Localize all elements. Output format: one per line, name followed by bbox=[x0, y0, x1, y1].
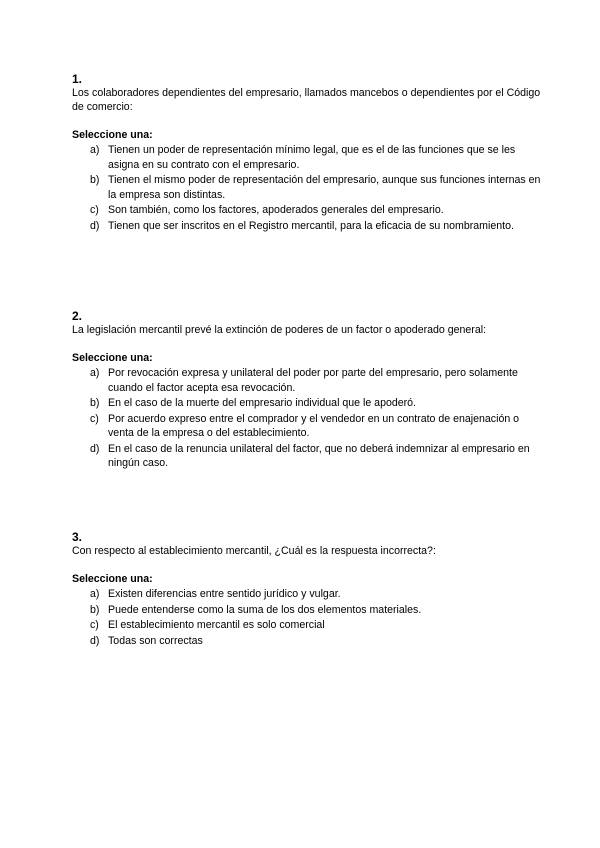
option-b[interactable] bbox=[72, 396, 542, 411]
option-d[interactable] bbox=[72, 634, 542, 649]
option-b[interactable] bbox=[72, 603, 542, 618]
option-letter: c) bbox=[90, 412, 99, 425]
question-stem: Con respecto al establecimiento mercantil, ¿Cuál es la respuesta incorrecta?: bbox=[72, 545, 436, 557]
select-one-label: Seleccione una: bbox=[72, 573, 153, 585]
option-text: En el caso de la renuncia unilateral del factor, que no deberá indemnizar al empresario en ningún caso. bbox=[108, 442, 530, 469]
option-text: En el caso de la muerte del empresario individual que le apoderó. bbox=[108, 397, 416, 409]
select-one-label: Seleccione una: bbox=[72, 129, 153, 141]
options-list bbox=[72, 587, 542, 648]
option-letter: a) bbox=[90, 588, 100, 600]
option-letter: b) bbox=[90, 603, 100, 616]
option-letter: c) bbox=[90, 204, 99, 216]
option-letter: b) bbox=[90, 397, 100, 409]
select-one-label: Seleccione una: bbox=[72, 352, 153, 364]
question-number: 2. bbox=[72, 309, 83, 323]
option-text: Todas son correctas bbox=[108, 634, 203, 647]
option-d[interactable] bbox=[72, 219, 542, 234]
option-letter: c) bbox=[90, 619, 99, 631]
option-text: Son también, como los factores, apoderados generales del empresario. bbox=[108, 204, 444, 216]
option-text: Puede entenderse como la suma de los dos elementos materiales. bbox=[108, 603, 422, 616]
question-3 bbox=[72, 530, 542, 649]
option-b[interactable] bbox=[72, 173, 542, 202]
option-text: Tienen que ser inscritos en el Registro mercantil, para la eficacia de su nombramiento. bbox=[108, 219, 514, 232]
option-text: Por acuerdo expreso entre el comprador y el vendedor en un contrato de enajenación o venta de la empresa o del establecimiento. bbox=[108, 412, 520, 439]
question-stem: Los colaboradores dependientes del empresario, llamados mancebos o dependientes por el Código de comercio: bbox=[72, 87, 541, 113]
question-number: 3. bbox=[72, 530, 83, 544]
option-a[interactable] bbox=[72, 366, 542, 395]
option-text: Tienen un poder de representación mínimo legal, que es el de las funciones que se les asigna en su contrato con el empresario. bbox=[108, 144, 516, 171]
option-letter: b) bbox=[90, 174, 100, 186]
option-text: Por revocación expresa y unilateral del poder por parte del empresario, pero solamente cuando el factor acepta esa revocación. bbox=[108, 367, 518, 394]
options-list bbox=[72, 366, 542, 471]
option-text: Existen diferencias entre sentido jurídico y vulgar. bbox=[108, 588, 341, 600]
option-letter: d) bbox=[90, 442, 100, 455]
option-letter: a) bbox=[90, 367, 100, 379]
option-c[interactable] bbox=[72, 618, 542, 633]
question-2 bbox=[72, 309, 542, 472]
question-number: 1. bbox=[72, 72, 83, 86]
option-a[interactable] bbox=[72, 587, 542, 602]
option-c[interactable] bbox=[72, 203, 542, 218]
question-1 bbox=[72, 72, 542, 234]
question-stem: La legislación mercantil prevé la extinción de poderes de un factor o apoderado general: bbox=[72, 324, 487, 336]
options-list bbox=[72, 143, 542, 233]
option-letter: d) bbox=[90, 219, 100, 232]
option-text: Tienen el mismo poder de representación del empresario, aunque sus funciones internas en la empresa son distintas. bbox=[108, 174, 541, 201]
option-d[interactable] bbox=[72, 442, 542, 471]
option-c[interactable] bbox=[72, 412, 542, 441]
option-letter: d) bbox=[90, 634, 100, 647]
option-text: El establecimiento mercantil es solo comercial bbox=[108, 619, 325, 631]
option-letter: a) bbox=[90, 144, 100, 156]
option-a[interactable] bbox=[72, 143, 542, 172]
